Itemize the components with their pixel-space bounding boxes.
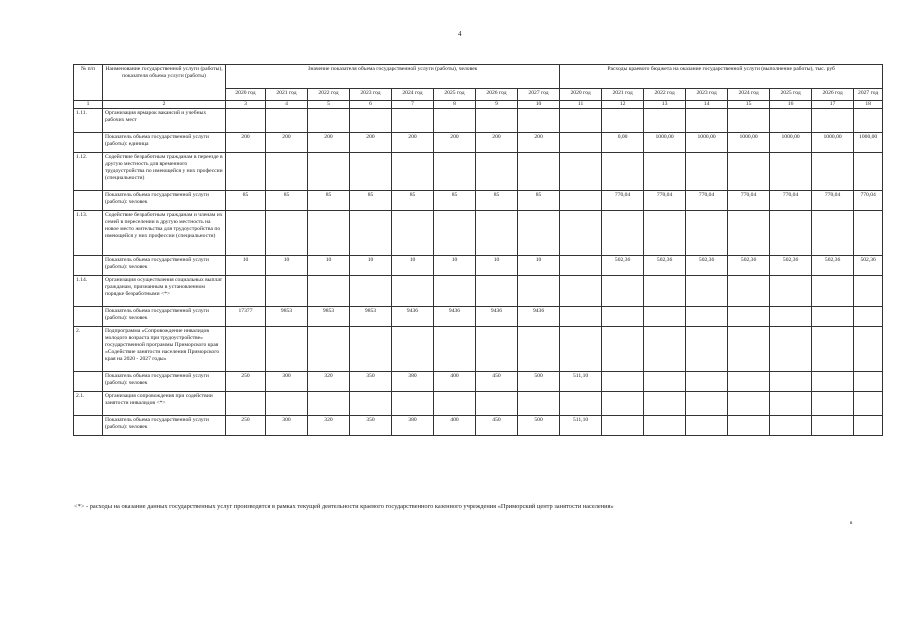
expense-cell xyxy=(854,392,883,416)
expense-cell xyxy=(728,307,770,327)
volume-cell xyxy=(308,153,350,191)
header-volume-year: 2025 год xyxy=(434,89,476,101)
volume-cell: 85 xyxy=(476,191,518,211)
volume-cell xyxy=(266,153,308,191)
expense-cell xyxy=(812,211,854,256)
column-number: 5 xyxy=(308,101,350,109)
expense-cell xyxy=(686,307,728,327)
expense-cell xyxy=(560,211,602,256)
volume-cell xyxy=(226,109,266,133)
row-code xyxy=(74,256,103,276)
column-number: 9 xyxy=(476,101,518,109)
volume-cell: 10 xyxy=(476,256,518,276)
expense-cell xyxy=(602,276,644,307)
volume-cell xyxy=(308,211,350,256)
volume-cell xyxy=(518,109,560,133)
expense-cell xyxy=(686,392,728,416)
expense-cell: 770,04 xyxy=(812,191,854,211)
expense-cell xyxy=(602,211,644,256)
volume-cell: 9436 xyxy=(476,307,518,327)
expense-cell: 502,36 xyxy=(812,256,854,276)
expense-cell xyxy=(560,307,602,327)
footnote: <*> - расходы на оказание данных государственных услуг производятся в рамках текущей деятельности краевого государственного казенного учреждения «Приморский центр занятости населения» xyxy=(74,503,614,510)
corner-mark: в xyxy=(850,521,853,526)
volume-cell: 200 xyxy=(476,133,518,153)
volume-cell: 10 xyxy=(308,256,350,276)
volume-cell: 300 xyxy=(266,416,308,436)
volume-cell xyxy=(308,276,350,307)
expense-cell xyxy=(854,153,883,191)
row-name: Показатель объема государственной услуги (работы): человек xyxy=(103,191,226,211)
expense-cell xyxy=(644,211,686,256)
expense-cell xyxy=(812,307,854,327)
header-expense-year: 2027 год xyxy=(854,89,883,101)
row-code xyxy=(74,307,103,327)
expense-cell: 502,36 xyxy=(854,256,883,276)
table-row xyxy=(74,416,883,436)
expense-cell xyxy=(728,327,770,372)
volume-cell xyxy=(308,392,350,416)
header-col-num: № п/п xyxy=(74,65,103,101)
expense-cell xyxy=(602,392,644,416)
expense-cell xyxy=(686,153,728,191)
volume-cell: 9853 xyxy=(266,307,308,327)
volume-cell xyxy=(476,109,518,133)
volume-cell: 200 xyxy=(434,133,476,153)
row-code: 2. xyxy=(74,327,103,372)
expense-cell: 770,04 xyxy=(644,191,686,211)
volume-cell: 10 xyxy=(392,256,434,276)
volume-cell xyxy=(434,276,476,307)
expense-cell: 502,36 xyxy=(686,256,728,276)
expense-cell: 770,04 xyxy=(602,191,644,211)
expense-cell: 1000,00 xyxy=(854,133,883,153)
volume-cell xyxy=(518,276,560,307)
expense-cell: 1000,00 xyxy=(686,133,728,153)
table-row xyxy=(74,211,883,256)
volume-cell xyxy=(266,109,308,133)
volume-cell: 350 xyxy=(350,372,392,392)
expense-cell xyxy=(770,416,812,436)
volume-cell xyxy=(350,327,392,372)
volume-cell: 9436 xyxy=(392,307,434,327)
volume-cell xyxy=(434,211,476,256)
expense-cell xyxy=(560,153,602,191)
expense-cell xyxy=(602,109,644,133)
header-expense-year: 2020 год xyxy=(560,89,602,101)
page-number: 4 xyxy=(458,30,462,38)
table-row xyxy=(74,153,883,191)
expense-cell xyxy=(602,153,644,191)
volume-cell xyxy=(350,153,392,191)
expense-cell xyxy=(644,153,686,191)
table-row xyxy=(74,133,883,153)
volume-cell: 85 xyxy=(308,191,350,211)
volume-cell: 10 xyxy=(434,256,476,276)
expense-cell xyxy=(602,372,644,392)
row-code: 1.13. xyxy=(74,211,103,256)
expense-cell xyxy=(854,372,883,392)
expense-cell xyxy=(812,276,854,307)
row-code: 1.11. xyxy=(74,109,103,133)
header-expense-year: 2025 год xyxy=(770,89,812,101)
expense-cell xyxy=(560,392,602,416)
volume-cell xyxy=(266,327,308,372)
expense-table xyxy=(73,64,883,436)
volume-cell: 9436 xyxy=(518,307,560,327)
expense-cell: 1000,00 xyxy=(770,133,812,153)
volume-cell xyxy=(518,211,560,256)
row-code: 2.1. xyxy=(74,392,103,416)
expense-cell xyxy=(686,211,728,256)
column-number: 4 xyxy=(266,101,308,109)
expense-cell xyxy=(644,327,686,372)
expense-cell: 1000,00 xyxy=(812,133,854,153)
header-volume-year: 2021 год xyxy=(266,89,308,101)
expense-cell: 511,10 xyxy=(560,372,602,392)
volume-cell xyxy=(392,327,434,372)
volume-cell: 300 xyxy=(266,372,308,392)
expense-cell xyxy=(812,109,854,133)
expense-cell xyxy=(644,307,686,327)
row-code xyxy=(74,372,103,392)
volume-cell xyxy=(350,109,392,133)
volume-cell: 500 xyxy=(518,372,560,392)
volume-cell: 500 xyxy=(518,416,560,436)
row-name: Содействие безработным гражданам и членам их семей в переселении в другую местность на новое место жительства для трудоустройства по имеющейся у них профессии (специальности) xyxy=(103,211,226,256)
volume-cell: 200 xyxy=(392,133,434,153)
table-row xyxy=(74,372,883,392)
volume-cell xyxy=(518,153,560,191)
volume-cell xyxy=(350,211,392,256)
volume-cell: 380 xyxy=(392,372,434,392)
volume-cell: 200 xyxy=(226,133,266,153)
volume-cell xyxy=(392,153,434,191)
table-row xyxy=(74,256,883,276)
table-row xyxy=(74,327,883,372)
expense-cell xyxy=(602,416,644,436)
volume-cell: 200 xyxy=(266,133,308,153)
volume-cell: 400 xyxy=(434,372,476,392)
row-name: Подпрограмма «Сопровождение инвалидов молодого возраста при трудоустройстве» государственной программы Приморского края «Содействие занятости населения Приморского края на 2020 - 2027 годы» xyxy=(103,327,226,372)
expense-cell xyxy=(770,109,812,133)
volume-cell xyxy=(392,392,434,416)
volume-cell xyxy=(434,109,476,133)
expense-cell xyxy=(560,256,602,276)
row-name: Показатель объема государственной услуги (работы): человек xyxy=(103,416,226,436)
volume-cell: 85 xyxy=(226,191,266,211)
expense-cell xyxy=(602,327,644,372)
volume-cell: 85 xyxy=(266,191,308,211)
expense-cell: 770,04 xyxy=(686,191,728,211)
expense-cell xyxy=(560,133,602,153)
volume-cell: 250 xyxy=(226,372,266,392)
expense-cell: 1000,00 xyxy=(644,133,686,153)
expense-cell xyxy=(686,109,728,133)
column-number: 2 xyxy=(103,101,226,109)
table-row xyxy=(74,392,883,416)
expense-cell xyxy=(560,276,602,307)
volume-cell: 9436 xyxy=(434,307,476,327)
expense-cell xyxy=(728,109,770,133)
table-row xyxy=(74,276,883,307)
table-row xyxy=(74,109,883,133)
table-row xyxy=(74,307,883,327)
row-code xyxy=(74,191,103,211)
volume-cell xyxy=(308,109,350,133)
header-volume-year: 2022 год xyxy=(308,89,350,101)
header-expense-group: Расходы краевого бюджета на оказание государственной услуги (выполнение работы), тыс. руб xyxy=(560,65,883,89)
volume-cell: 17377 xyxy=(226,307,266,327)
row-name: Организация сопровождения при содействии занятости инвалидов <*> xyxy=(103,392,226,416)
volume-cell: 380 xyxy=(392,416,434,436)
column-number: 6 xyxy=(350,101,392,109)
expense-cell xyxy=(560,327,602,372)
header-expense-year: 2026 год xyxy=(812,89,854,101)
volume-cell: 450 xyxy=(476,416,518,436)
volume-cell xyxy=(226,392,266,416)
expense-cell xyxy=(854,211,883,256)
volume-cell xyxy=(266,276,308,307)
volume-cell xyxy=(434,327,476,372)
volume-cell xyxy=(350,392,392,416)
expense-cell xyxy=(644,416,686,436)
row-name: Организация ярмарок вакансий и учебных рабочих мест xyxy=(103,109,226,133)
header-expense-year: 2021 год xyxy=(602,89,644,101)
volume-cell: 10 xyxy=(266,256,308,276)
volume-cell xyxy=(518,392,560,416)
header-volume-year: 2026 год xyxy=(476,89,518,101)
row-name: Показатель объема государственной услуги (работы): единица xyxy=(103,133,226,153)
expense-cell xyxy=(770,327,812,372)
header-volume-year: 2023 год xyxy=(350,89,392,101)
volume-cell: 320 xyxy=(308,372,350,392)
volume-cell xyxy=(226,153,266,191)
volume-cell xyxy=(476,276,518,307)
expense-cell: 770,04 xyxy=(728,191,770,211)
expense-cell xyxy=(560,191,602,211)
volume-cell xyxy=(226,327,266,372)
expense-cell xyxy=(686,327,728,372)
column-number: 3 xyxy=(226,101,266,109)
volume-cell: 350 xyxy=(350,416,392,436)
table-row xyxy=(74,191,883,211)
volume-cell xyxy=(392,276,434,307)
header-expense-year: 2022 год xyxy=(644,89,686,101)
row-name: Показатель объема государственной услуги (работы): человек xyxy=(103,256,226,276)
volume-cell: 200 xyxy=(518,133,560,153)
expense-cell xyxy=(770,276,812,307)
expense-cell xyxy=(854,327,883,372)
volume-cell xyxy=(392,211,434,256)
expense-cell xyxy=(686,372,728,392)
expense-cell xyxy=(812,153,854,191)
column-number: 11 xyxy=(560,101,602,109)
header-volume-year: 2024 год xyxy=(392,89,434,101)
header-volume-group: Значение показателя объема государственной услуги (работы), человек xyxy=(226,65,560,89)
expense-cell xyxy=(728,392,770,416)
expense-cell xyxy=(686,276,728,307)
volume-cell xyxy=(434,153,476,191)
column-number: 7 xyxy=(392,101,434,109)
expense-cell: 511,10 xyxy=(560,416,602,436)
volume-cell: 85 xyxy=(434,191,476,211)
header-expense-year: 2024 год xyxy=(728,89,770,101)
expense-cell xyxy=(644,109,686,133)
expense-cell xyxy=(770,211,812,256)
volume-cell: 85 xyxy=(518,191,560,211)
expense-cell xyxy=(854,276,883,307)
column-number: 15 xyxy=(728,101,770,109)
column-number: 13 xyxy=(644,101,686,109)
volume-cell xyxy=(308,327,350,372)
row-code xyxy=(74,416,103,436)
volume-cell xyxy=(266,392,308,416)
row-code: 1.12. xyxy=(74,153,103,191)
expense-cell xyxy=(854,416,883,436)
volume-cell xyxy=(226,211,266,256)
volume-cell xyxy=(476,153,518,191)
volume-cell: 10 xyxy=(518,256,560,276)
expense-cell xyxy=(560,109,602,133)
expense-cell xyxy=(644,392,686,416)
expense-cell xyxy=(644,372,686,392)
expense-cell: 770,04 xyxy=(770,191,812,211)
volume-cell: 400 xyxy=(434,416,476,436)
column-number: 8 xyxy=(434,101,476,109)
volume-cell xyxy=(226,276,266,307)
volume-cell: 9853 xyxy=(308,307,350,327)
column-number: 18 xyxy=(854,101,883,109)
volume-cell: 200 xyxy=(308,133,350,153)
volume-cell xyxy=(518,327,560,372)
volume-cell: 9853 xyxy=(350,307,392,327)
expense-cell xyxy=(770,392,812,416)
volume-cell: 10 xyxy=(350,256,392,276)
expense-cell: 502,36 xyxy=(602,256,644,276)
volume-cell xyxy=(476,392,518,416)
expense-cell xyxy=(770,372,812,392)
expense-cell xyxy=(728,276,770,307)
header-col-name: Наименование государственной услуги (работы), показателя объема услуги (работы) xyxy=(103,65,226,101)
expense-cell xyxy=(854,307,883,327)
volume-cell: 320 xyxy=(308,416,350,436)
expense-cell xyxy=(812,416,854,436)
column-number: 14 xyxy=(686,101,728,109)
expense-cell xyxy=(812,372,854,392)
expense-cell: 502,36 xyxy=(644,256,686,276)
header-expense-year: 2023 год xyxy=(686,89,728,101)
expense-cell xyxy=(854,109,883,133)
row-name: Показатель объема государственной услуги (работы): человек xyxy=(103,307,226,327)
expense-cell: 502,36 xyxy=(770,256,812,276)
volume-cell xyxy=(476,211,518,256)
expense-cell xyxy=(728,211,770,256)
volume-cell xyxy=(392,109,434,133)
column-number: 17 xyxy=(812,101,854,109)
volume-cell: 450 xyxy=(476,372,518,392)
volume-cell: 10 xyxy=(226,256,266,276)
volume-cell xyxy=(476,327,518,372)
row-code xyxy=(74,133,103,153)
expense-cell xyxy=(644,276,686,307)
expense-cell: 502,36 xyxy=(728,256,770,276)
volume-cell xyxy=(266,211,308,256)
volume-cell xyxy=(350,276,392,307)
row-name: Организация осуществления социальных выплат гражданам, признанным в установленном порядке безработными <*> xyxy=(103,276,226,307)
expense-cell xyxy=(686,416,728,436)
column-number: 1 xyxy=(74,101,103,109)
header-volume-year: 2027 год xyxy=(518,89,560,101)
row-name: Показатель объема государственной услуги (работы): человек xyxy=(103,372,226,392)
volume-cell xyxy=(434,392,476,416)
expense-cell xyxy=(812,327,854,372)
column-number: 12 xyxy=(602,101,644,109)
expense-cell: 0,00 xyxy=(602,133,644,153)
row-code: 1.14. xyxy=(74,276,103,307)
header-volume-year: 2020 год xyxy=(226,89,266,101)
column-number: 16 xyxy=(770,101,812,109)
volume-cell: 250 xyxy=(226,416,266,436)
expense-cell xyxy=(770,153,812,191)
volume-cell: 200 xyxy=(350,133,392,153)
expense-cell xyxy=(770,307,812,327)
expense-cell xyxy=(728,372,770,392)
expense-cell xyxy=(728,153,770,191)
column-number: 10 xyxy=(518,101,560,109)
row-name: Содействие безработным гражданам в переезде в другую местность для временного трудоустройства по имеющейся у них профессии (специальности) xyxy=(103,153,226,191)
expense-cell: 770,04 xyxy=(854,191,883,211)
volume-cell: 85 xyxy=(392,191,434,211)
expense-cell xyxy=(812,392,854,416)
expense-cell xyxy=(728,416,770,436)
expense-cell: 1000,00 xyxy=(728,133,770,153)
expense-cell xyxy=(602,307,644,327)
volume-cell: 85 xyxy=(350,191,392,211)
